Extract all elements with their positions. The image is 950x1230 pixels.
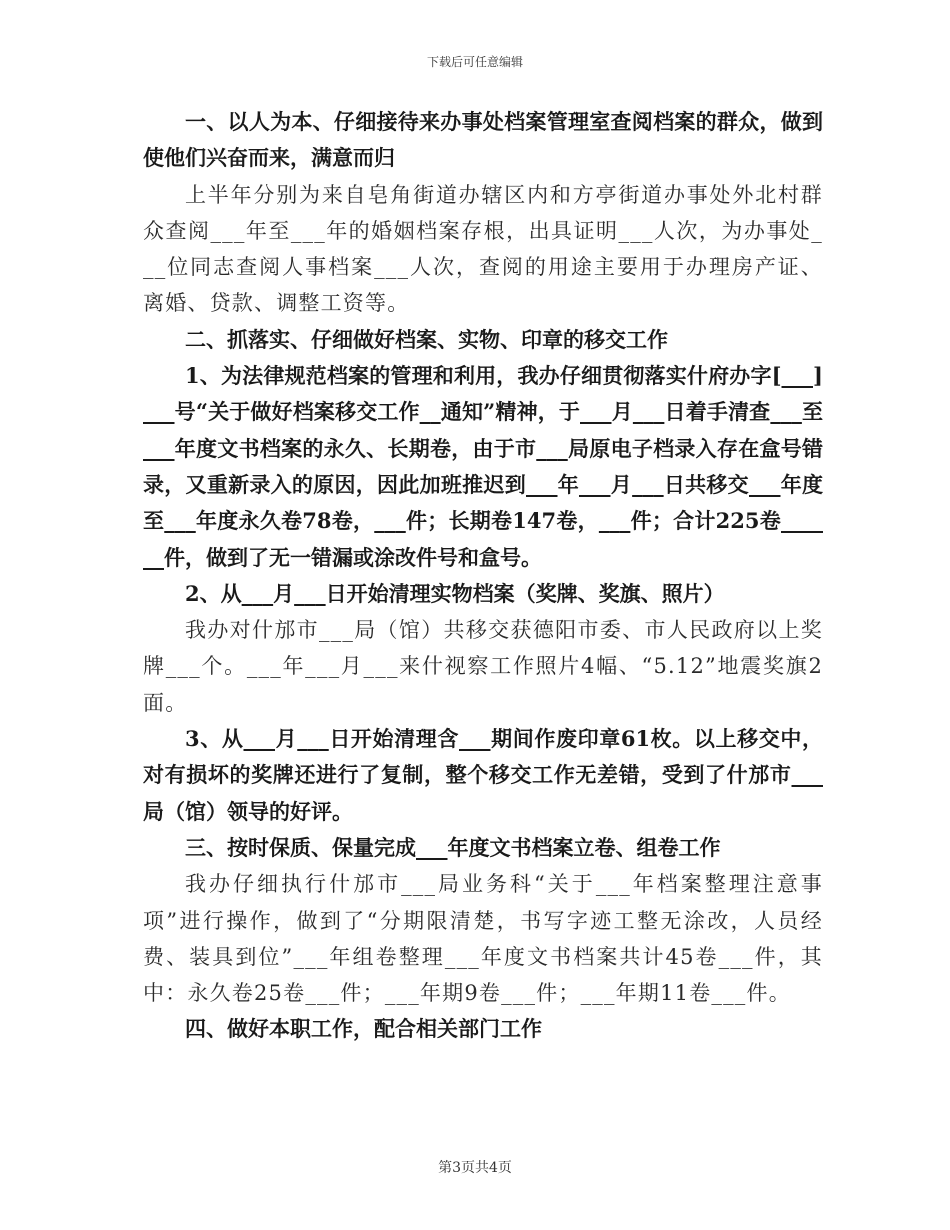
paragraph-4: 1、为法律规范档案的管理和利用，我办仔细贯彻落实什府办字[___]___号“关于做好档案移交工作__通知”精神，于___月___日着手清查___至___年度文书档案的永久、长期卷，由于市___局原电子档录入存在盒号错录，又重新录入的原因，因此加班推迟到___年___月___日共移交___年度至___年度永久卷78卷，___件；长期卷147卷，___件；合计225卷______件，做到了无一错漏或涂改件号和盒号。 bbox=[143, 363, 823, 570]
paragraph-6: 我办对什邡市___局（馆）共移交获德阳市委、市人民政府以上奖牌___个。___年___月___来什视察工作照片4幅、“5.12”地震奖旗2面。 bbox=[143, 618, 823, 715]
paragraph-8: 三、按时保质、保量完成___年度文书档案立卷、组卷工作 bbox=[185, 834, 721, 860]
paragraph-3: 二、抓落实、仔细做好档案、实物、印章的移交工作 bbox=[185, 326, 668, 352]
page-footer: 第3页共4页 bbox=[438, 1160, 512, 1176]
page-header: 下载后可任意编辑 bbox=[426, 55, 523, 69]
paragraph-2: 上半年分别为来自皂角街道办辖区内和方亭街道办事处外北村群众查阅___年至___年的婚姻档案存根，出具证明___人次，为办事处___位同志查阅人事档案___人次，查阅的用途主要用于办理房产证、离婚、贷款、调整工资等。 bbox=[143, 182, 823, 316]
paragraph-9: 我办仔细执行什邡市___局业务科“关于___年档案整理注意事项”进行操作，做到了“分期限清楚，书写字迹工整无涂改，人员经费、装具到位”___年组卷整理___年度文书档案共计45卷___件，其中：永久卷25卷___件；___年期9卷___件；___年期11卷___件。 bbox=[143, 872, 823, 1006]
document-body bbox=[143, 104, 823, 1048]
paragraph-7: 3、从___月___日开始清理含___期间作废印章61枚。以上移交中，对有损坏的奖牌还进行了复制，整个移交工作无差错，受到了什邡市___局（馆）领导的好评。 bbox=[143, 726, 823, 824]
paragraph-1: 一、以人为本、仔细接待来办事处档案管理室查阅档案的群众，做到使他们兴奋而来，满意而归 bbox=[143, 109, 823, 171]
paragraph-5: 2、从___月___日开始清理实物档案（奖牌、奖旗、照片） bbox=[185, 580, 725, 606]
paragraph-10: 四、做好本职工作，配合相关部门工作 bbox=[185, 1016, 542, 1042]
